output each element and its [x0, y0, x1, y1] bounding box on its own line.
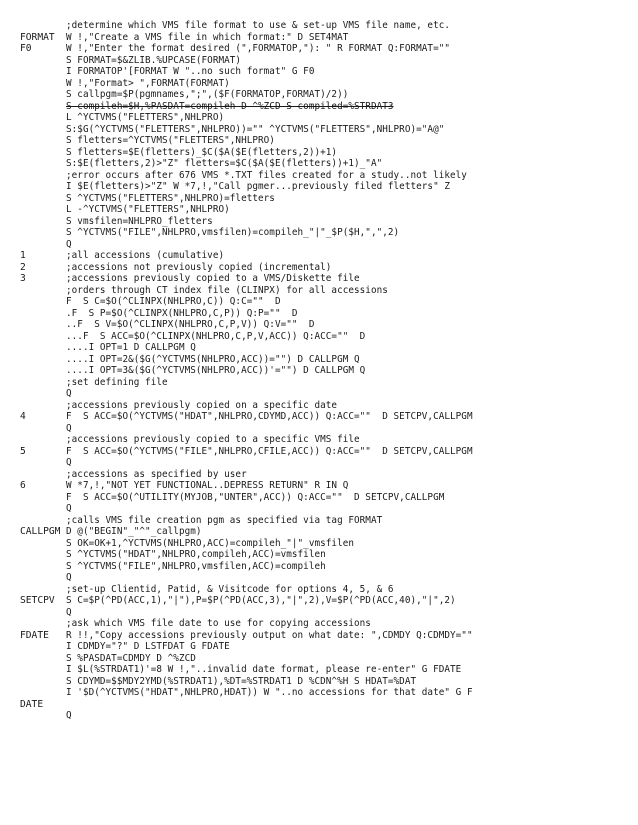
line-code: S:$G(^YCTVMS("FLETTERS",NHLPRO))="" ^YCTVMS("FLETTERS",NHLPRO)="A@": [66, 123, 445, 135]
code-line: [0, 296, 638, 308]
code-line: [0, 618, 638, 630]
code-line: [0, 664, 638, 676]
code-line: [0, 388, 638, 400]
line-code: ;error occurs after 676 VMS *.TXT files created for a study..not likely: [66, 169, 467, 181]
code-line: [0, 101, 638, 113]
code-line: [0, 227, 638, 239]
line-code: S ^YCTVMS("FILE",NHLPRO,vmsfilen)=compileh_"|"_$P($H,",",2): [66, 227, 400, 238]
code-line: [0, 170, 638, 182]
line-code: W !,"Format> ",FORMAT(FORMAT): [66, 77, 230, 89]
line-label: CALLPGM: [20, 526, 61, 537]
line-code: R !!,"Copy accessions previously output on what date: ",CDMDY Q:CDMDY="": [66, 629, 473, 641]
code-line: [0, 400, 638, 412]
line-label: F0: [20, 43, 32, 54]
code-line: [0, 480, 638, 492]
line-code: S %PASDAT=CDMDY D ^%ZCD: [66, 652, 196, 664]
code-line: [0, 285, 638, 297]
code-line: [0, 89, 638, 101]
line-label: SETCPV: [20, 595, 55, 606]
code-line: [0, 676, 638, 688]
line-code: ;accessions previously copied to a VMS/Diskette file: [66, 273, 360, 284]
code-line: [0, 457, 638, 469]
code-line: [0, 78, 638, 90]
line-code: F S ACC=$O(^YCTVMS("HDAT",NHLPRO,CDYMD,ACC)) Q:ACC="" D SETCPV,CALLPGM: [66, 411, 473, 422]
line-label: FDATE: [20, 629, 49, 641]
code-line: [0, 526, 638, 538]
line-code: S ^YCTVMS("FLETTERS",NHLPRO)=fletters: [66, 192, 275, 204]
code-line: [0, 699, 638, 711]
line-code: S vmsfilen=NHLPRO_fletters: [66, 215, 213, 227]
code-line: [0, 319, 638, 331]
line-code: Q: [66, 457, 72, 468]
line-code: Q: [66, 422, 72, 434]
code-line: [0, 158, 638, 170]
code-line: [0, 538, 638, 550]
code-line: [0, 342, 638, 354]
code-line: [0, 492, 638, 504]
line-code: Q: [66, 710, 72, 721]
line-code: Q: [66, 238, 72, 250]
code-line: [0, 503, 638, 515]
code-line: [0, 710, 638, 722]
line-code: S OK=OK+1,^YCTVMS(NHLPRO,ACC)=compileh_"|"_vmsfilen: [66, 537, 355, 549]
code-line: [0, 561, 638, 573]
code-line: [0, 262, 638, 274]
source-listing: [0, 20, 638, 722]
code-line: [0, 204, 638, 216]
code-line: [0, 607, 638, 619]
line-code: I $E(fletters)>"Z" W *7,!,"Call pgmer...previously filed fletters" Z: [66, 181, 451, 192]
line-code: ;accessions not previously copied (incremental): [66, 261, 332, 273]
line-code: ;accessions previously copied on a specific date: [66, 399, 338, 411]
code-line: [0, 239, 638, 251]
line-code: ...F S ACC=$O(^CLINPX(NHLPRO,C,P,V,ACC)) Q:ACC="" D: [66, 330, 366, 342]
line-code: D @("BEGIN"_"^"_callpgm): [66, 526, 202, 537]
code-line: [0, 147, 638, 159]
code-line: [0, 469, 638, 481]
line-code: Q: [66, 606, 72, 618]
code-line: [0, 411, 638, 423]
code-line: [0, 112, 638, 124]
line-code: S fletters=$E(fletters)_$C($A($E(fletters,2))+1): [66, 146, 338, 158]
code-line: [0, 43, 638, 55]
line-code: W *7,!,"NOT YET FUNCTIONAL..DEPRESS RETURN" R IN Q: [66, 480, 349, 491]
code-line: [0, 250, 638, 262]
line-code: L ^YCTVMS("FLETTERS",NHLPRO): [66, 112, 225, 123]
code-line: [0, 446, 638, 458]
line-code: F S ACC=$O(^YCTVMS("FILE",NHLPRO,CFILE,ACC)) Q:ACC="" D SETCPV,CALLPGM: [66, 445, 473, 457]
line-code: ..F S V=$O(^CLINPX(NHLPRO,C,P,V)) Q:V="" D: [66, 319, 315, 330]
line-code: S ^YCTVMS("HDAT",NHLPRO,compileh,ACC)=vmsfilen: [66, 549, 326, 560]
code-line: [0, 55, 638, 67]
code-line: [0, 653, 638, 665]
line-code: I $L(%STRDAT1)'=8 W !,"..invalid date format, please re-enter" G FDATE: [66, 664, 462, 675]
line-code: W !,"Enter the format desired (",FORMATOP,"): " R FORMAT Q:FORMAT="": [66, 43, 451, 54]
code-line: [0, 641, 638, 653]
code-line: [0, 181, 638, 193]
line-label: DATE: [20, 698, 44, 710]
code-line: [0, 584, 638, 596]
line-code: S fletters=^YCTVMS("FLETTERS",NHLPRO): [66, 135, 275, 146]
line-label: FORMAT: [20, 31, 55, 43]
code-line: [0, 273, 638, 285]
code-line: [0, 365, 638, 377]
code-line: [0, 595, 638, 607]
code-line: [0, 434, 638, 446]
line-code: L -^YCTVMS("FLETTERS",NHLPRO): [66, 204, 230, 215]
line-code: ....I OPT=2&($G(^YCTVMS(NHLPRO,ACC))="") D CALLPGM Q: [66, 353, 360, 365]
code-line: [0, 308, 638, 320]
line-label: 6: [20, 480, 26, 491]
code-line: [0, 66, 638, 78]
code-line: [0, 193, 638, 205]
line-code: Q: [66, 388, 72, 399]
line-code: .F S P=$O(^CLINPX(NHLPRO,C,P)) Q:P="" D: [66, 307, 298, 319]
line-code: I FORMATOP'[FORMAT W "..no such format" G F0: [66, 66, 315, 77]
code-line: [0, 687, 638, 699]
code-line: [0, 423, 638, 435]
line-code: S CDYMD=$$MDY2YMD(%STRDAT1),%DT=%STRDAT1 D %CDN^%H S HDAT=%DAT: [66, 675, 417, 687]
line-code: W !,"Create a VMS file in which format:" D SET4MAT: [66, 31, 349, 43]
code-line: [0, 331, 638, 343]
line-code: S compileh=$H,%PASDAT=compileh D ^%ZCD S compiled=%STRDAT3: [66, 100, 394, 112]
code-line: [0, 216, 638, 228]
line-code: F S ACC=$O(^UTILITY(MYJOB,"UNTER",ACC)) Q:ACC="" D SETCPV,CALLPGM: [66, 491, 445, 503]
line-code: ;accessions as specified by user: [66, 468, 247, 480]
line-code: I '$D(^YCTVMS("HDAT",NHLPRO,HDAT)) W "..no accessions for that date" G F: [66, 687, 473, 698]
line-code: ;determine which VMS file format to use & set-up VMS file name, etc.: [66, 20, 451, 31]
line-label: 3: [20, 273, 26, 284]
line-code: S C=$P(^PD(ACC,1),"|"),P=$P(^PD(ACC,3),"|",2),V=$P(^PD(ACC,40),"|",2): [66, 595, 456, 606]
line-code: ....I OPT=3&($G(^YCTVMS(NHLPRO,ACC))'="") D CALLPGM Q: [66, 365, 366, 376]
line-code: S FORMAT=$&ZLIB.%UPCASE(FORMAT): [66, 54, 242, 66]
line-code: ;set-up Clientid, Patid, & Visitcode for options 4, 5, & 6: [66, 583, 394, 595]
line-code: Q: [66, 503, 72, 514]
code-line: [0, 630, 638, 642]
line-code: ....I OPT=1 D CALLPGM Q: [66, 342, 196, 353]
line-label: 1: [20, 250, 26, 261]
line-label: 4: [20, 411, 26, 422]
line-code: ;all accessions (cumulative): [66, 250, 225, 261]
line-code: I CDMDY="?" D LSTFDAT G FDATE: [66, 641, 230, 652]
line-code: S:$E(fletters,2)>"Z" fletters=$C($A($E(fletters))+1)_"A": [66, 158, 383, 169]
code-line: [0, 20, 638, 32]
line-code: ;accessions previously copied to a specific VMS file: [66, 434, 360, 445]
code-line: [0, 124, 638, 136]
code-line: [0, 135, 638, 147]
code-line: [0, 572, 638, 584]
line-code: S callpgm=$P(pgmnames,";",($F(FORMATOP,FORMAT)/2)): [66, 89, 349, 100]
line-code: Q: [66, 572, 72, 583]
line-label: 5: [20, 445, 26, 457]
line-code: ;orders through CT index file (CLINPX) for all accessions: [66, 284, 388, 296]
line-label: 2: [20, 261, 26, 273]
line-code: F S C=$O(^CLINPX(NHLPRO,C)) Q:C="" D: [66, 296, 281, 307]
code-line: [0, 377, 638, 389]
line-code: ;set defining file: [66, 376, 168, 388]
line-code: ;ask which VMS file date to use for copying accessions: [66, 618, 371, 629]
line-code: S ^YCTVMS("FILE",NHLPRO,vmsfilen,ACC)=compileh: [66, 560, 326, 572]
code-line: [0, 354, 638, 366]
code-line: [0, 549, 638, 561]
line-code: ;calls VMS file creation pgm as specified via tag FORMAT: [66, 514, 383, 526]
code-line: [0, 32, 638, 44]
code-line: [0, 515, 638, 527]
